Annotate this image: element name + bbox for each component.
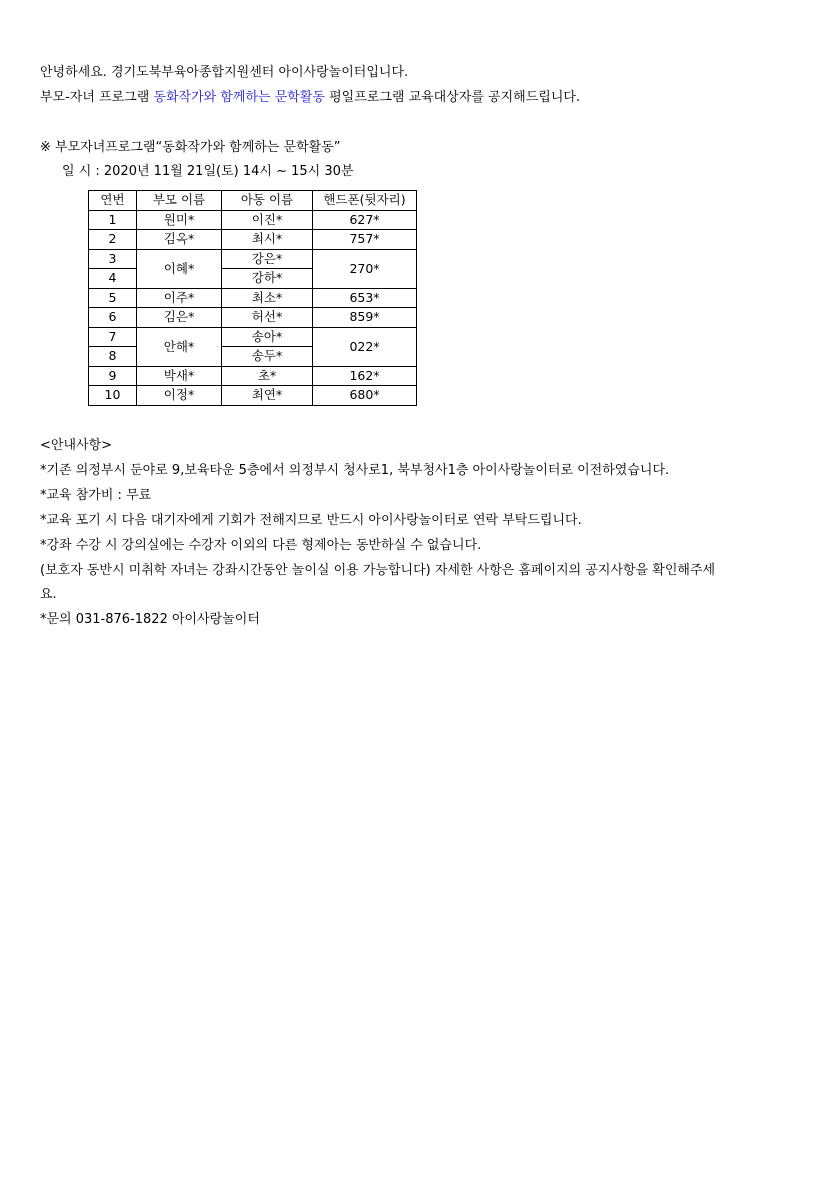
cell-parent: 이정* (137, 386, 222, 406)
cell-phone: 859* (313, 308, 417, 328)
cell-phone: 022* (313, 327, 417, 366)
table-row (89, 210, 417, 230)
cell-phone: 627* (313, 210, 417, 230)
cell-parent: 원미* (137, 210, 222, 230)
cell-child: 최연* (222, 386, 313, 406)
cell-number: 9 (89, 366, 137, 386)
program-schedule: 일 시 : 2020년 11월 21일(토) 14시 ~ 15시 30분 (62, 164, 354, 179)
cell-parent: 김옥* (137, 230, 222, 250)
table-row (89, 249, 417, 269)
cell-number: 8 (89, 347, 137, 367)
table-row (89, 308, 417, 328)
cell-parent: 이혜* (137, 249, 222, 288)
header-child-name: 아동 이름 (222, 191, 313, 211)
cell-child: 강하* (222, 269, 313, 289)
intro-announcement (40, 89, 580, 107)
cell-child: 최시* (222, 230, 313, 250)
cell-child: 초* (222, 366, 313, 386)
cell-child: 이진* (222, 210, 313, 230)
cell-child: 송두* (222, 347, 313, 367)
table-row (89, 288, 417, 308)
participant-table (88, 190, 417, 406)
cell-number: 7 (89, 327, 137, 347)
cell-number: 6 (89, 308, 137, 328)
cell-phone: 653* (313, 288, 417, 308)
notice-item: *교육 참가비 : 무료 (40, 488, 152, 503)
cell-phone: 270* (313, 249, 417, 288)
cell-child: 강은* (222, 249, 313, 269)
cell-number: 4 (89, 269, 137, 289)
cell-number: 10 (89, 386, 137, 406)
cell-parent: 박새* (137, 366, 222, 386)
program-title: ※ 부모자녀프로그램“동화작가와 함께하는 문학활동” (40, 140, 341, 155)
cell-child: 최소* (222, 288, 313, 308)
cell-parent: 김은* (137, 308, 222, 328)
cell-parent: 이주* (137, 288, 222, 308)
cell-number: 2 (89, 230, 137, 250)
cell-number: 3 (89, 249, 137, 269)
intro-announcement-prefix: 부모-자녀 프로그램 (40, 90, 154, 105)
cell-phone: 757* (313, 230, 417, 250)
table-row (89, 366, 417, 386)
intro-announcement-suffix: 평일프로그램 교육대상자를 공지해드립니다. (324, 90, 581, 105)
header-phone: 핸드폰(뒷자리) (313, 191, 417, 211)
table-row (89, 230, 417, 250)
program-name-highlight: 동화작가와 함께하는 문학활동 (153, 90, 325, 105)
notice-item: (보호자 동반시 미취학 자녀는 강좌시간동안 놀이실 이용 가능합니다) 자세한 사항은 홈페이지의 공지사항을 확인해주세 (40, 563, 716, 578)
cell-child: 허선* (222, 308, 313, 328)
header-parent-name: 부모 이름 (137, 191, 222, 211)
header-number: 연번 (89, 191, 137, 211)
notice-contact: *문의 031-876-1822 아이사랑놀이터 (40, 612, 260, 627)
notice-item: *강좌 수강 시 강의실에는 수강자 이외의 다른 형제아는 동반하실 수 없습니다. (40, 538, 482, 553)
notice-item: 요. (40, 587, 57, 602)
notice-item: *교육 포기 시 다음 대기자에게 기회가 전해지므로 반드시 아이사랑놀이터로 연락 부탁드립니다. (40, 513, 582, 528)
table-header-row (89, 191, 417, 211)
table-row (89, 327, 417, 347)
notice-heading: <안내사항> (40, 438, 113, 453)
intro-greeting: 안녕하세요. 경기도북부육아종합지원센터 아이사랑놀이터입니다. (40, 65, 409, 80)
cell-number: 1 (89, 210, 137, 230)
cell-phone: 162* (313, 366, 417, 386)
cell-child: 송아* (222, 327, 313, 347)
table-row (89, 386, 417, 406)
cell-phone: 680* (313, 386, 417, 406)
cell-number: 5 (89, 288, 137, 308)
notice-item: *기존 의정부시 둔야로 9,보육타운 5층에서 의정부시 청사로1, 북부청사1층 아이사랑놀이터로 이전하였습니다. (40, 463, 670, 478)
cell-parent: 안해* (137, 327, 222, 366)
